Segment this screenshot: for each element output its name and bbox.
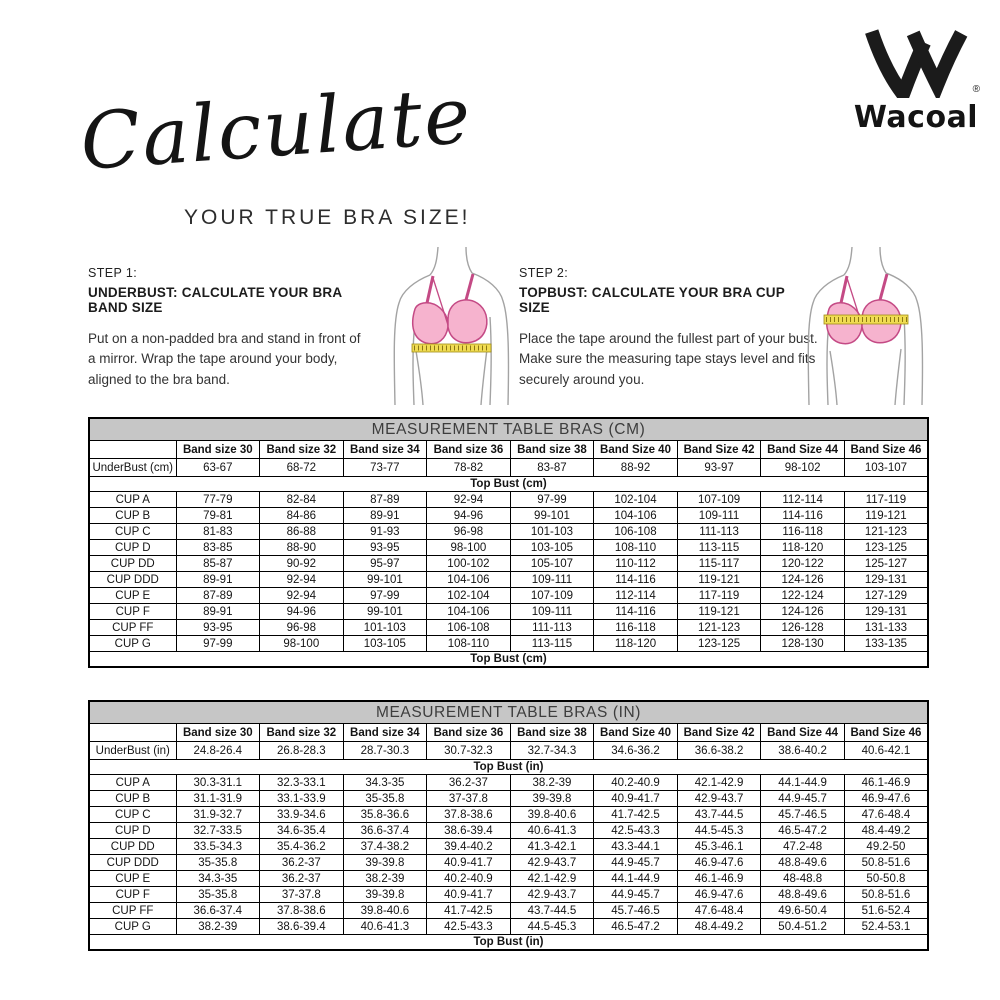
cup-value: 43.7-44.5 [510, 903, 594, 919]
cup-value: 113-115 [510, 636, 594, 652]
step-2-label: STEP 2: [519, 266, 569, 280]
cup-value: 98-100 [260, 636, 344, 652]
cup-value: 101-103 [343, 620, 427, 636]
table-row [89, 418, 928, 441]
cup-label: CUP E [89, 871, 176, 887]
table-title: MEASUREMENT TABLE BRAS (CM) [89, 418, 928, 441]
cup-value: 104-106 [427, 604, 511, 620]
cup-value: 42.9-43.7 [510, 855, 594, 871]
cup-value: 93-95 [176, 620, 260, 636]
cup-value: 50-50.8 [844, 871, 928, 887]
cup-value: 32.7-33.5 [176, 823, 260, 839]
topbust-footer-label: Top Bust (cm) [89, 652, 928, 668]
cup-label: CUP C [89, 807, 176, 823]
cup-value: 36.2-37 [260, 855, 344, 871]
cup-value: 95-97 [343, 556, 427, 572]
cup-value: 97-99 [176, 636, 260, 652]
cup-value: 50.4-51.2 [761, 919, 845, 935]
cup-value: 106-108 [427, 620, 511, 636]
cup-value: 108-110 [427, 636, 511, 652]
step-2-heading: TOPBUST: CALCULATE YOUR BRA CUP SIZE [519, 285, 785, 315]
underbust-label: UnderBust (cm) [89, 459, 176, 477]
table-row [89, 855, 928, 871]
cup-value: 99-101 [510, 508, 594, 524]
cup-value: 102-104 [427, 588, 511, 604]
cup-label: CUP B [89, 508, 176, 524]
cup-value: 84-86 [260, 508, 344, 524]
measurement-table-in [88, 700, 929, 951]
cup-value: 123-125 [844, 540, 928, 556]
cup-value: 96-98 [260, 620, 344, 636]
cup-value: 38.2-39 [343, 871, 427, 887]
topbust-label: Top Bust (cm) [89, 477, 928, 492]
cup-value: 91-93 [343, 524, 427, 540]
cup-value: 35-35.8 [176, 887, 260, 903]
cup-value: 39-39.8 [510, 791, 594, 807]
cup-value: 92-94 [260, 588, 344, 604]
band-size-header: Band size 34 [343, 724, 427, 742]
cup-label: CUP A [89, 492, 176, 508]
table-row [89, 903, 928, 919]
cup-value: 79-81 [176, 508, 260, 524]
cup-value: 116-118 [761, 524, 845, 540]
cup-value: 43.7-44.5 [677, 807, 761, 823]
cup-value: 92-94 [427, 492, 511, 508]
cup-value: 103-105 [510, 540, 594, 556]
cup-label: CUP A [89, 775, 176, 791]
cup-value: 109-111 [677, 508, 761, 524]
cup-value: 116-118 [594, 620, 678, 636]
cup-value: 124-126 [761, 572, 845, 588]
table-row [89, 760, 928, 775]
cup-value: 37-37.8 [260, 887, 344, 903]
cup-value: 48.8-49.6 [761, 887, 845, 903]
cup-value: 46.9-47.6 [677, 887, 761, 903]
cup-value: 35.8-36.6 [343, 807, 427, 823]
cup-value: 133-135 [844, 636, 928, 652]
cup-value: 30.3-31.1 [176, 775, 260, 791]
underbust-value: 32.7-34.3 [510, 742, 594, 760]
measurement-table-cm [88, 417, 929, 668]
cup-value: 36.2-37 [427, 775, 511, 791]
cup-value: 48.8-49.6 [761, 855, 845, 871]
table-row [89, 508, 928, 524]
table-row [89, 701, 928, 724]
step-2-section [519, 266, 819, 390]
cup-value: 131-133 [844, 620, 928, 636]
cup-value: 96-98 [427, 524, 511, 540]
cup-value: 37-37.8 [427, 791, 511, 807]
cup-value: 36.2-37 [260, 871, 344, 887]
cup-value: 38.6-39.4 [427, 823, 511, 839]
cup-value: 46.1-46.9 [677, 871, 761, 887]
cup-label: CUP F [89, 887, 176, 903]
cup-value: 38.6-39.4 [260, 919, 344, 935]
table-row [89, 540, 928, 556]
table-row [89, 556, 928, 572]
cup-value: 100-102 [427, 556, 511, 572]
cup-value: 81-83 [176, 524, 260, 540]
cup-value: 34.3-35 [176, 871, 260, 887]
cup-value: 124-126 [761, 604, 845, 620]
cup-value: 31.1-31.9 [176, 791, 260, 807]
cup-value: 94-96 [427, 508, 511, 524]
cup-value: 114-116 [594, 572, 678, 588]
table-row [89, 459, 928, 477]
underbust-value: 103-107 [844, 459, 928, 477]
cup-value: 41.7-42.5 [594, 807, 678, 823]
cup-value: 89-91 [176, 572, 260, 588]
cup-value: 40.2-40.9 [427, 871, 511, 887]
cup-value: 102-104 [594, 492, 678, 508]
cup-label: CUP D [89, 540, 176, 556]
wacoal-wordmark: Wacoal [853, 100, 979, 135]
cup-label: CUP DDD [89, 855, 176, 871]
step-1-section [88, 266, 368, 390]
cup-value: 119-121 [844, 508, 928, 524]
cup-value: 89-91 [176, 604, 260, 620]
cup-value: 93-95 [343, 540, 427, 556]
underbust-value: 36.6-38.2 [677, 742, 761, 760]
table-row [89, 724, 928, 742]
underbust-value: 93-97 [677, 459, 761, 477]
cup-value: 105-107 [510, 556, 594, 572]
cup-value: 39.4-40.2 [427, 839, 511, 855]
cup-label: CUP G [89, 919, 176, 935]
underbust-value: 63-67 [176, 459, 260, 477]
topbust-measure-illustration [800, 247, 935, 407]
cup-value: 47.6-48.4 [677, 903, 761, 919]
underbust-value: 78-82 [427, 459, 511, 477]
cup-value: 44.9-45.7 [594, 887, 678, 903]
cup-label: CUP FF [89, 620, 176, 636]
cup-value: 128-130 [761, 636, 845, 652]
cup-value: 44.5-45.3 [677, 823, 761, 839]
cup-value: 98-100 [427, 540, 511, 556]
band-size-header: Band Size 40 [594, 724, 678, 742]
cup-value: 111-113 [677, 524, 761, 540]
cup-value: 38.2-39 [176, 919, 260, 935]
band-size-header: Band Size 42 [677, 441, 761, 459]
underbust-value: 68-72 [260, 459, 344, 477]
cup-value: 31.9-32.7 [176, 807, 260, 823]
cup-value: 110-112 [594, 556, 678, 572]
underbust-value: 24.8-26.4 [176, 742, 260, 760]
cup-label: CUP DDD [89, 572, 176, 588]
table-row [89, 652, 928, 668]
table-title: MEASUREMENT TABLE BRAS (IN) [89, 701, 928, 724]
underbust-value: 98-102 [761, 459, 845, 477]
page-subtitle: YOUR TRUE BRA SIZE! [184, 206, 471, 229]
cup-value: 87-89 [343, 492, 427, 508]
cup-value: 46.1-46.9 [844, 775, 928, 791]
cup-value: 109-111 [510, 604, 594, 620]
cup-value: 97-99 [343, 588, 427, 604]
cup-value: 107-109 [510, 588, 594, 604]
cup-value: 114-116 [761, 508, 845, 524]
cup-value: 37.4-38.2 [343, 839, 427, 855]
cup-value: 39-39.8 [343, 855, 427, 871]
cup-value: 106-108 [594, 524, 678, 540]
cup-value: 46.5-47.2 [594, 919, 678, 935]
cup-value: 126-128 [761, 620, 845, 636]
cup-value: 42.1-42.9 [510, 871, 594, 887]
cup-value: 52.4-53.1 [844, 919, 928, 935]
cup-value: 48.4-49.2 [844, 823, 928, 839]
underbust-value: 28.7-30.3 [343, 742, 427, 760]
cup-value: 35.4-36.2 [260, 839, 344, 855]
cup-value: 85-87 [176, 556, 260, 572]
registered-trademark: ® [972, 84, 980, 95]
cup-value: 83-85 [176, 540, 260, 556]
cup-value: 44.1-44.9 [594, 871, 678, 887]
step-2-body: Place the tape around the fullest part of your bust. Make sure the measuring tape stays level and fits securely around you. [519, 331, 818, 387]
cup-value: 44.1-44.9 [761, 775, 845, 791]
band-size-header: Band Size 46 [844, 441, 928, 459]
cup-value: 88-90 [260, 540, 344, 556]
band-size-header: Band size 32 [260, 724, 344, 742]
cup-value: 123-125 [677, 636, 761, 652]
cup-value: 35-35.8 [343, 791, 427, 807]
cup-value: 89-91 [343, 508, 427, 524]
cup-value: 108-110 [594, 540, 678, 556]
cup-value: 48.4-49.2 [677, 919, 761, 935]
cup-value: 99-101 [343, 572, 427, 588]
band-size-header: Band Size 44 [761, 724, 845, 742]
table-row [89, 588, 928, 604]
cup-value: 34.3-35 [343, 775, 427, 791]
cup-value: 38.2-39 [510, 775, 594, 791]
topbust-label: Top Bust (in) [89, 760, 928, 775]
underbust-value: 83-87 [510, 459, 594, 477]
table-row [89, 807, 928, 823]
cup-value: 46.9-47.6 [677, 855, 761, 871]
cup-value: 42.5-43.3 [427, 919, 511, 935]
underbust-value: 34.6-36.2 [594, 742, 678, 760]
table-row [89, 823, 928, 839]
cup-value: 104-106 [427, 572, 511, 588]
table-row [89, 441, 928, 459]
cup-value: 86-88 [260, 524, 344, 540]
cup-value: 101-103 [510, 524, 594, 540]
band-size-header: Band Size 44 [761, 441, 845, 459]
underbust-label: UnderBust (in) [89, 742, 176, 760]
cup-value: 42.9-43.7 [677, 791, 761, 807]
topbust-footer-label: Top Bust (in) [89, 935, 928, 951]
cup-value: 129-131 [844, 572, 928, 588]
cup-value: 40.2-40.9 [594, 775, 678, 791]
table-row [89, 791, 928, 807]
cup-value: 104-106 [594, 508, 678, 524]
measurement-table-cm-wrap [88, 417, 929, 668]
cup-value: 50.8-51.6 [844, 855, 928, 871]
cup-value: 111-113 [510, 620, 594, 636]
cup-value: 121-123 [677, 620, 761, 636]
underbust-value: 40.6-42.1 [844, 742, 928, 760]
band-size-header: Band Size 46 [844, 724, 928, 742]
band-size-header: Band size 30 [176, 441, 260, 459]
band-size-header: Band size 38 [510, 441, 594, 459]
corner-cell [89, 441, 176, 459]
table-row [89, 636, 928, 652]
page-title-script: Calculate [77, 70, 476, 188]
cup-value: 42.5-43.3 [594, 823, 678, 839]
step-1-heading: UNDERBUST: CALCULATE YOUR BRA BAND SIZE [88, 285, 342, 315]
cup-value: 48-48.8 [761, 871, 845, 887]
cup-value: 117-119 [844, 492, 928, 508]
cup-label: CUP D [89, 823, 176, 839]
cup-value: 99-101 [343, 604, 427, 620]
cup-value: 49.6-50.4 [761, 903, 845, 919]
cup-value: 113-115 [677, 540, 761, 556]
underbust-value: 73-77 [343, 459, 427, 477]
table-row [89, 742, 928, 760]
cup-value: 42.1-42.9 [677, 775, 761, 791]
table-row [89, 572, 928, 588]
cup-value: 37.8-38.6 [427, 807, 511, 823]
band-size-header: Band size 32 [260, 441, 344, 459]
cup-value: 115-117 [677, 556, 761, 572]
cup-value: 109-111 [510, 572, 594, 588]
cup-label: CUP DD [89, 556, 176, 572]
table-row [89, 775, 928, 791]
table-row [89, 839, 928, 855]
cup-value: 112-114 [761, 492, 845, 508]
band-size-header: Band Size 42 [677, 724, 761, 742]
cup-value: 119-121 [677, 604, 761, 620]
cup-value: 122-124 [761, 588, 845, 604]
table-row [89, 919, 928, 935]
cup-value: 77-79 [176, 492, 260, 508]
cup-value: 45.7-46.5 [594, 903, 678, 919]
cup-value: 103-105 [343, 636, 427, 652]
cup-value: 42.9-43.7 [510, 887, 594, 903]
cup-value: 39-39.8 [343, 887, 427, 903]
underbust-value: 30.7-32.3 [427, 742, 511, 760]
cup-value: 40.9-41.7 [594, 791, 678, 807]
underbust-value: 26.8-28.3 [260, 742, 344, 760]
cup-value: 119-121 [677, 572, 761, 588]
cup-value: 129-131 [844, 604, 928, 620]
wacoal-logo [850, 26, 982, 135]
cup-label: CUP C [89, 524, 176, 540]
cup-value: 36.6-37.4 [343, 823, 427, 839]
band-size-header: Band Size 40 [594, 441, 678, 459]
table-row [89, 477, 928, 492]
cup-value: 117-119 [677, 588, 761, 604]
cup-value: 50.8-51.6 [844, 887, 928, 903]
cup-value: 39.8-40.6 [343, 903, 427, 919]
table-row [89, 604, 928, 620]
cup-value: 40.9-41.7 [427, 887, 511, 903]
cup-value: 47.6-48.4 [844, 807, 928, 823]
cup-value: 118-120 [594, 636, 678, 652]
cup-label: CUP B [89, 791, 176, 807]
cup-value: 107-109 [677, 492, 761, 508]
cup-value: 33.9-34.6 [260, 807, 344, 823]
cup-value: 121-123 [844, 524, 928, 540]
cup-label: CUP E [89, 588, 176, 604]
cup-value: 92-94 [260, 572, 344, 588]
underbust-value: 38.6-40.2 [761, 742, 845, 760]
measurement-table-in-wrap [88, 700, 929, 951]
cup-value: 51.6-52.4 [844, 903, 928, 919]
cup-value: 40.9-41.7 [427, 855, 511, 871]
band-size-header: Band size 38 [510, 724, 594, 742]
cup-value: 118-120 [761, 540, 845, 556]
corner-cell [89, 724, 176, 742]
cup-value: 44.9-45.7 [594, 855, 678, 871]
underbust-value: 88-92 [594, 459, 678, 477]
table-row [89, 620, 928, 636]
band-size-header: Band size 36 [427, 724, 511, 742]
cup-value: 44.9-45.7 [761, 791, 845, 807]
cup-value: 37.8-38.6 [260, 903, 344, 919]
cup-label: CUP G [89, 636, 176, 652]
cup-value: 43.3-44.1 [594, 839, 678, 855]
table-row [89, 871, 928, 887]
band-size-header: Band size 36 [427, 441, 511, 459]
cup-value: 127-129 [844, 588, 928, 604]
cup-value: 120-122 [761, 556, 845, 572]
cup-value: 33.1-33.9 [260, 791, 344, 807]
wacoal-w-mark-icon [858, 26, 974, 98]
cup-value: 32.3-33.1 [260, 775, 344, 791]
cup-value: 35-35.8 [176, 855, 260, 871]
cup-value: 46.9-47.6 [844, 791, 928, 807]
cup-value: 46.5-47.2 [761, 823, 845, 839]
cup-value: 41.7-42.5 [427, 903, 511, 919]
cup-value: 94-96 [260, 604, 344, 620]
cup-value: 36.6-37.4 [176, 903, 260, 919]
cup-value: 112-114 [594, 588, 678, 604]
cup-value: 34.6-35.4 [260, 823, 344, 839]
cup-value: 47.2-48 [761, 839, 845, 855]
band-size-header: Band size 30 [176, 724, 260, 742]
step-1-label: STEP 1: [88, 266, 138, 280]
cup-value: 45.3-46.1 [677, 839, 761, 855]
cup-value: 125-127 [844, 556, 928, 572]
table-row [89, 492, 928, 508]
cup-value: 49.2-50 [844, 839, 928, 855]
cup-value: 44.5-45.3 [510, 919, 594, 935]
table-row [89, 524, 928, 540]
cup-value: 39.8-40.6 [510, 807, 594, 823]
cup-label: CUP FF [89, 903, 176, 919]
cup-value: 114-116 [594, 604, 678, 620]
cup-value: 45.7-46.5 [761, 807, 845, 823]
cup-value: 40.6-41.3 [510, 823, 594, 839]
cup-value: 97-99 [510, 492, 594, 508]
cup-value: 90-92 [260, 556, 344, 572]
cup-label: CUP DD [89, 839, 176, 855]
band-size-header: Band size 34 [343, 441, 427, 459]
cup-label: CUP F [89, 604, 176, 620]
step-1-body: Put on a non-padded bra and stand in front of a mirror. Wrap the tape around your body, aligned to the bra band. [88, 331, 361, 387]
table-row [89, 935, 928, 951]
cup-value: 82-84 [260, 492, 344, 508]
cup-value: 40.6-41.3 [343, 919, 427, 935]
underbust-measure-illustration [386, 247, 521, 407]
table-row [89, 887, 928, 903]
cup-value: 33.5-34.3 [176, 839, 260, 855]
cup-value: 87-89 [176, 588, 260, 604]
cup-value: 41.3-42.1 [510, 839, 594, 855]
